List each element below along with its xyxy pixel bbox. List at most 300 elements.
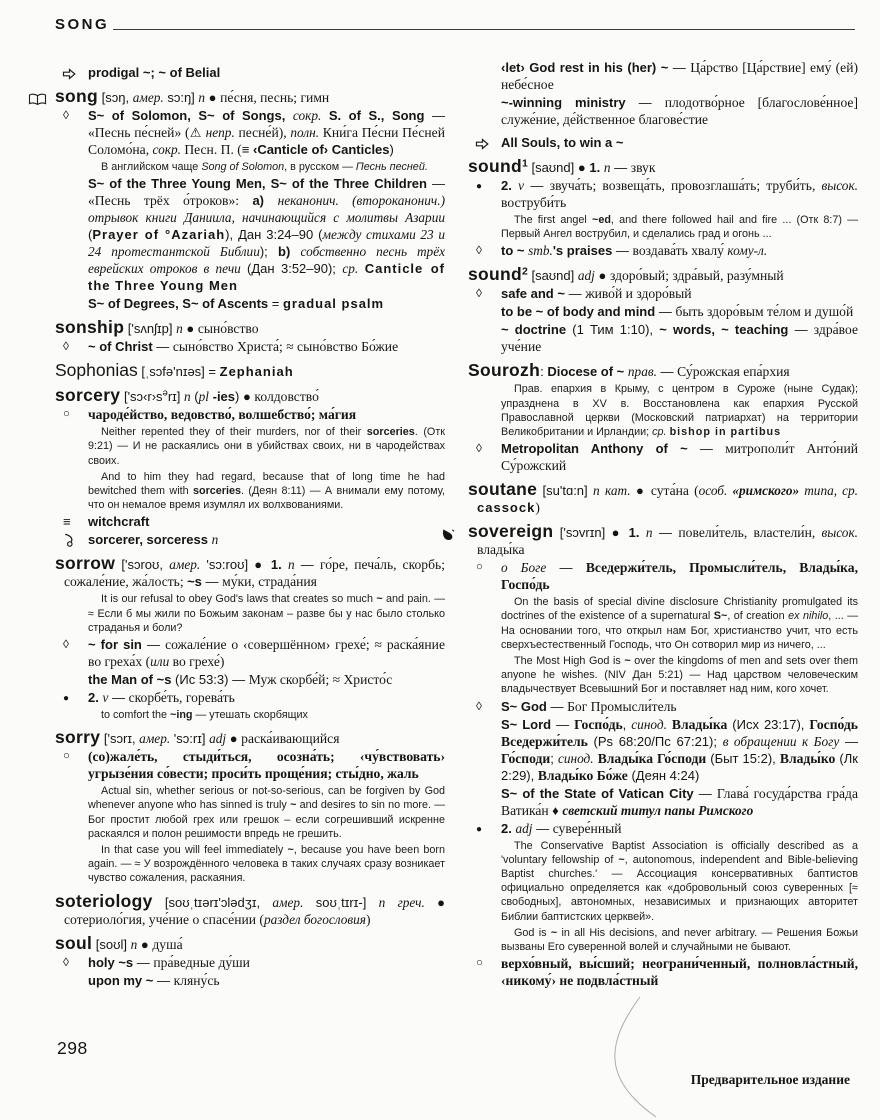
- entry-sourozh-headline: [468, 362, 858, 380]
- phrase-line: [468, 94, 858, 128]
- entry-sovereign-headline: [468, 523, 858, 558]
- text-run: witchcraft: [88, 514, 150, 530]
- phrase-diamond-icon: ◊: [476, 698, 482, 713]
- text-run: —: [612, 243, 633, 259]
- sense-line: [55, 689, 445, 706]
- text-run: soteriology: [55, 890, 153, 911]
- text-run: звуча́ть; возвеща́ть, провозглаша́ть; труби́ть,: [549, 178, 822, 193]
- text-run: ~: [290, 799, 297, 812]
- text-run: ex nihilo: [788, 610, 829, 623]
- text-run: 2.: [501, 178, 519, 193]
- text-run: —: [152, 339, 173, 355]
- text-run: [su'tɑ:n]: [537, 483, 593, 499]
- text-run: to comfort the: [101, 709, 171, 722]
- text-run: ●: [226, 731, 242, 747]
- text-run: —: [108, 690, 129, 706]
- text-run: —: [424, 108, 445, 123]
- text-run: [sɔŋ,: [98, 90, 133, 105]
- text-run: песне́й),: [234, 125, 291, 140]
- text-run: ср.: [342, 261, 359, 277]
- book-icon: [28, 91, 47, 108]
- text-run: (Деян 4:24): [627, 767, 700, 783]
- phrase-line: [468, 716, 858, 784]
- text-run: (Быт 15:2),: [706, 750, 780, 766]
- text-run: sorry: [55, 727, 101, 748]
- text-run: ~ for sin: [88, 637, 142, 653]
- text-run: S~ God: [501, 698, 547, 714]
- text-run: ): [389, 142, 394, 157]
- text-run: Влады́ко: [779, 750, 836, 766]
- text-run: кому-л.: [727, 243, 768, 259]
- derivative-hook-icon: [63, 531, 75, 548]
- text-run: n: [645, 525, 653, 541]
- text-run: And to him they had regard, because that of long time he had bewitched them with: [88, 470, 445, 498]
- text-run: sorceries: [192, 485, 242, 498]
- text-run: —: [524, 178, 550, 193]
- text-run: sɔ:ŋ]: [163, 90, 199, 105]
- phrase-diamond-icon: ◊: [476, 441, 482, 456]
- text-run: 1.: [270, 557, 288, 573]
- text-run: ●: [205, 90, 221, 105]
- text-run: All Souls, to win a ~: [501, 135, 624, 150]
- text-run: —: [294, 557, 320, 573]
- text-run: Prayer of °Azariah: [92, 227, 226, 243]
- text-run: сожале́ние о ‹совершённом› грехе́; ≈ раска́яние во греха́х (: [88, 637, 445, 670]
- text-run: n: [592, 483, 600, 499]
- gloss-line: [55, 406, 445, 423]
- phrase-line: [468, 285, 858, 302]
- text-run: ;: [550, 750, 558, 766]
- text-run: (Ps 68:20/Пс 67:21);: [587, 733, 723, 749]
- text-run: (Ис 53:3) —: [171, 672, 249, 688]
- text-run: —: [656, 364, 678, 380]
- phrase-diamond-icon: ◊: [476, 286, 482, 301]
- text-run: пра́ведные ду́ши: [153, 954, 250, 970]
- text-run: типа, ср.: [799, 483, 858, 499]
- text-run: n: [130, 936, 138, 952]
- text-run: —: [546, 698, 568, 714]
- entry-soteriology-headline: [55, 890, 445, 928]
- text-run: Ца́рство [Ца́рствие] ему́ (ей) небе́сное: [501, 60, 858, 92]
- text-run: во грехе́): [169, 654, 225, 670]
- derivative-line: [55, 531, 445, 548]
- text-run: adj: [209, 731, 227, 747]
- text-run: n: [287, 557, 295, 573]
- example-line: [55, 160, 445, 174]
- text-run: о Боге: [501, 560, 547, 576]
- text-run: 'sɔ:roʊ] ●: [200, 557, 271, 573]
- text-run: светский титул папы Римского: [562, 802, 754, 818]
- text-run: —: [687, 441, 726, 457]
- text-run: The Conservative Baptist Association is officially described as a 'voluntary fellowship of: [501, 839, 858, 866]
- text-run: —: [668, 60, 691, 75]
- text-run: over the kingdoms of men and sets over them anyone he wishes. (NIV Дан 5:21) — Над царством человеческим владычествует Всевышний Бог и поставляет над ним, кого хочет.: [501, 655, 858, 696]
- phrase-line: [468, 785, 858, 819]
- text-run: особ.: [698, 483, 733, 499]
- text-run: звук: [630, 160, 656, 175]
- text-run: S~ of Degrees, S~ of Ascents: [88, 296, 269, 312]
- text-run: амер.: [132, 90, 164, 105]
- text-run: in all His decisions, and never arbitrary. — Решения Божьи вызваны Его суверенной волей и случайными не бывают.: [501, 926, 858, 954]
- text-run: );: [259, 244, 279, 260]
- text-run: The Most High God is: [514, 655, 625, 668]
- page-number: 298: [57, 1038, 88, 1058]
- text-run: ~s: [187, 574, 202, 590]
- text-run: ~: [376, 593, 383, 606]
- phrase-line: [55, 175, 445, 294]
- text-run: ~ doctrine: [501, 322, 567, 338]
- text-run: [ˌsɔfə'nɪəs] =: [137, 364, 220, 380]
- text-run: ['sʌnʃɪp]: [124, 321, 177, 337]
- text-run: греч.: [397, 894, 425, 910]
- text-run: It is our refusal to obey God's laws that creates so much: [101, 593, 377, 606]
- text-run: Влады́ко Бо́же: [537, 767, 628, 783]
- text-run: soul: [55, 932, 93, 953]
- text-run: S~ of the State of Vatican City: [501, 785, 694, 801]
- text-run: между стихами 23 и 24 протестантской Библии: [88, 227, 445, 260]
- sense-dot-icon: ●: [63, 693, 70, 705]
- phrase-line: [468, 242, 858, 259]
- text-run: сыно́вство: [197, 321, 259, 337]
- text-run: v: [518, 178, 525, 193]
- phrase-line: [55, 295, 445, 312]
- text-run: «Песнь пе́сней» (: [88, 125, 190, 140]
- text-run: —: [839, 733, 858, 749]
- gloss-circle-icon: ○: [63, 750, 70, 763]
- text-run: Влады́ка: [671, 716, 728, 732]
- sense-line: [468, 177, 858, 211]
- text-run: [soʊl]: [92, 936, 131, 952]
- sense-dot-icon: ●: [476, 823, 483, 835]
- entry-soutane-headline: [468, 481, 858, 516]
- entry-sorry-headline: [55, 729, 445, 747]
- text-run: чароде́йство, ведовство́, волшебство́; ма́гия: [88, 407, 357, 423]
- text-run: кляну́сь: [173, 972, 220, 988]
- text-run: S~ Lord: [501, 716, 552, 732]
- phrase-line: [468, 59, 858, 93]
- text-run: —: [153, 972, 174, 988]
- text-run: ~ words, ~ teaching: [659, 322, 789, 338]
- example-line: [55, 592, 445, 635]
- text-run: синод.: [631, 716, 667, 732]
- text-run: 's praises: [552, 243, 613, 259]
- text-run: [385, 895, 397, 910]
- example-line: [468, 839, 858, 924]
- text-run: — утешать скорбящих: [192, 709, 308, 722]
- gloss-line: [468, 559, 858, 593]
- text-run: n: [198, 90, 206, 105]
- text-run: Госпо́дь: [574, 716, 623, 732]
- entry-sorcery-headline: [55, 387, 445, 405]
- text-run: неканонич. (второканонич.) отрывок книги Даниила, начинающийся с молитвы Азарии: [88, 193, 445, 226]
- text-run: полн.: [290, 125, 320, 140]
- text-run: —: [532, 820, 553, 836]
- text-run: ●: [424, 894, 445, 910]
- text-run: —: [133, 954, 154, 970]
- phrase-diamond-icon: ◊: [63, 637, 69, 652]
- text-run: cassock: [477, 500, 536, 516]
- text-run: sorrow: [55, 553, 116, 574]
- text-run: ~: [624, 655, 631, 668]
- text-run: му́ки, страда́ния: [222, 574, 317, 590]
- text-run: , of creation: [727, 610, 789, 623]
- text-run: В английском чаще: [101, 161, 202, 173]
- synonym-line: [55, 513, 445, 530]
- text-run: 1.: [628, 525, 646, 541]
- text-run: bishop in partibus: [669, 426, 782, 439]
- text-run: —: [655, 304, 676, 320]
- entry-sonship-headline: [55, 319, 445, 337]
- text-run: n: [184, 389, 191, 405]
- phrase-line: [55, 107, 445, 158]
- phrase-line: [468, 321, 858, 355]
- text-run: Sourozh: [468, 360, 541, 381]
- text-run: сокр.: [152, 142, 181, 157]
- text-run: —: [693, 785, 717, 801]
- text-run: [saʊnd] ●: [527, 160, 590, 175]
- text-run: Су́рожская епа́рхия: [677, 364, 790, 380]
- example-line: [55, 425, 445, 468]
- text-run: song: [55, 86, 99, 106]
- text-run: —: [788, 322, 814, 338]
- text-run: воструби́ть: [501, 195, 567, 210]
- text-run: b): [278, 244, 301, 260]
- text-run: smb.: [528, 243, 553, 259]
- text-run: and desires to sin no more. — Бог простит любой грех или грешок – если согрешивший искренне раскаялся и полон решимости впредь не грешить.: [88, 799, 445, 840]
- text-run: [saʊnd]: [527, 268, 578, 284]
- text-run: rɪ]: [167, 389, 185, 405]
- phrase-diamond-icon: ◊: [63, 954, 69, 969]
- text-run: adj: [577, 268, 595, 284]
- text-run: ≡: [241, 142, 253, 157]
- text-run: ⚠: [189, 125, 206, 140]
- text-run: здоро́вый; здра́вый, разу́мный: [609, 268, 784, 284]
- text-run: Diocese of ~: [547, 364, 628, 380]
- text-run: ) ●: [235, 389, 255, 405]
- phrase-line: [468, 303, 858, 320]
- text-run: upon my ~: [88, 972, 154, 988]
- text-run: скорбе́ть, горева́ть: [128, 690, 235, 706]
- synonym-equiv-icon: ≡: [63, 514, 71, 530]
- text-run: n: [176, 321, 183, 337]
- text-run: —: [551, 716, 575, 732]
- phrase-line: [55, 671, 445, 688]
- text-run: n: [378, 894, 386, 910]
- text-run: повели́тель, властели́н,: [678, 525, 822, 541]
- text-run: быть здоро́вым те́лом и душо́й: [675, 304, 854, 320]
- text-run: (Дан 3:52–90);: [247, 261, 343, 277]
- keyterm-drop-icon: [441, 526, 455, 543]
- text-run: S~ of Solomon, S~ of Songs,: [88, 108, 293, 123]
- text-run: Влады́ка Го́споди: [597, 750, 707, 766]
- text-run: ~ of Christ: [88, 339, 153, 355]
- text-run: n: [211, 532, 219, 548]
- text-run: —: [652, 525, 679, 541]
- phrase-diamond-icon: ◊: [476, 243, 482, 258]
- text-run: S~ of the Three Young Men, S~ of the Three Children: [88, 176, 427, 192]
- entry-soul-headline: [55, 932, 445, 953]
- text-run: ~ing: [170, 709, 193, 722]
- text-run: ['sɔrɪ,: [100, 731, 140, 747]
- entry-sophonias-headline: [55, 362, 445, 380]
- column-right: [468, 58, 858, 989]
- text-run: n: [603, 160, 611, 175]
- text-run: sorcery: [55, 385, 121, 406]
- example-line: [55, 784, 445, 841]
- text-run: сута́на (: [650, 483, 699, 499]
- text-run: Neither repented they of their murders, nor of their: [101, 426, 367, 439]
- example-line: [468, 382, 858, 439]
- entry-sound2-headline: [468, 266, 858, 284]
- text-run: здра́вое уче́ние: [501, 322, 858, 355]
- text-run: Глава́ госуда́рства гра́да Ватика́н: [501, 785, 858, 818]
- text-run: Муж скорбе́й; ≈ Христо́с: [248, 672, 393, 688]
- phrase-line: [55, 338, 445, 355]
- text-run: ‹let› God rest in his (her) ~: [501, 60, 669, 75]
- text-run: S. of S., Song: [321, 108, 425, 123]
- text-run: Госпо́дь Вседержи́тель: [501, 716, 858, 749]
- text-run: —: [564, 286, 586, 302]
- text-run: -ies: [212, 389, 236, 405]
- text-run: pl: [198, 389, 209, 405]
- text-run: Песнь песней.: [355, 161, 428, 173]
- text-run: 1: [522, 157, 528, 170]
- text-run: Прав. епархия в Крыму, с центром в Суроже (ныне Судак); упразднена в XV в. Восстановлена как епархия Русской Православной церкви (Московский патриархат) на территории Великобритании и Ирландии;: [501, 383, 858, 439]
- text-run: holy ~s: [88, 954, 134, 970]
- text-run: The first angel: [514, 214, 593, 226]
- text-run: ~: [550, 926, 558, 939]
- text-run: safe and ~: [501, 286, 565, 302]
- guide-word: SONG: [55, 16, 110, 33]
- text-run: prodigal ~; ~ of Belial: [88, 65, 221, 80]
- text-run: митрополи́т Анто́ний Су́рожский: [501, 441, 858, 474]
- text-run: to be ~ of body and mind: [501, 304, 656, 320]
- text-run: «Песнь трёх о́троков»:: [88, 193, 253, 209]
- text-run: раздел богословия: [263, 911, 366, 927]
- text-run: или: [150, 654, 170, 670]
- text-run: ●: [182, 321, 198, 337]
- cross-reference-line: [55, 64, 445, 81]
- text-run: —: [141, 637, 166, 653]
- example-line: [55, 843, 445, 886]
- text-run: ~ed: [592, 214, 611, 226]
- text-run: (Исх 23:17),: [727, 716, 810, 732]
- text-run: sonship: [55, 317, 125, 338]
- text-run: высок.: [821, 525, 858, 541]
- text-run: soʊˌtɪrɪ-]: [303, 894, 379, 910]
- text-run: ●: [630, 483, 651, 499]
- entry-sound1-headline: [468, 158, 858, 176]
- text-run: soutane: [468, 479, 538, 500]
- scan-artifact-curve: [588, 995, 698, 1120]
- text-run: в обращении к Богу: [722, 733, 840, 749]
- example-line: [468, 654, 858, 697]
- text-run: 2.: [88, 690, 103, 706]
- phrase-line: [55, 636, 445, 670]
- text-run: :: [540, 364, 548, 380]
- text-run: sorcerer, sorceress: [88, 532, 212, 548]
- gloss-line: [468, 955, 858, 989]
- text-run: влады́ка: [477, 542, 525, 558]
- text-run: (Лк 2:29),: [501, 750, 858, 783]
- text-run: сотериоло́гия, уче́ние о спасе́нии (: [64, 911, 264, 927]
- text-run: сувере́нный: [552, 820, 622, 836]
- text-run: Song of Solomon: [201, 161, 285, 173]
- text-run: ['sɔroʊ,: [115, 557, 170, 573]
- text-run: Actual sin, whether serious or not-so-serious, can be forgiven by God whenever anyone who has sinned is truly: [88, 785, 445, 812]
- text-run: God is: [514, 926, 551, 939]
- text-run: On the basis of special divine disclosure Christianity promulgated its doctrines of the existence of a supernatural: [501, 596, 858, 623]
- text-run: ): [535, 500, 540, 516]
- text-run: душа́: [152, 936, 183, 952]
- text-run: and pain. — ≈ Если б мы жили по Божьим законам – разве бы у нас было столько страданья и боли?: [88, 593, 445, 634]
- text-run: сокр.: [292, 108, 322, 123]
- text-run: (1 Тим 1:10),: [566, 322, 660, 338]
- text-run: 2: [522, 266, 528, 279]
- text-run: ): [365, 911, 371, 927]
- text-run: , because you have been born again. — ≈ У возрождённого человека в таких случаях сразу возникает чувство сожаления, раскаяния.: [88, 844, 445, 885]
- text-run: —: [625, 95, 665, 110]
- text-run: 'sɔ:rɪ]: [170, 731, 210, 747]
- example-line: [468, 213, 858, 241]
- phrase-diamond-icon: ◊: [63, 108, 69, 122]
- text-run: Sophonias: [55, 360, 138, 381]
- text-run: живо́й и здоро́вый: [585, 286, 692, 302]
- text-run: синод.: [557, 750, 594, 766]
- text-run: кат.: [604, 483, 631, 499]
- text-run: sound: [468, 264, 522, 285]
- text-run: Кни́га Пе́сни Пе́сней Соломо́на,: [88, 125, 445, 157]
- text-run: Го́споди: [501, 750, 551, 766]
- text-run: «римского»: [732, 483, 800, 499]
- text-run: the Man of ~s: [88, 672, 172, 688]
- text-run: ~-winning ministry: [501, 95, 626, 110]
- text-run: Вседержи́тель, Промысли́тель, Влады́ка, Госпо́дь: [501, 560, 858, 593]
- text-run: sound: [468, 156, 522, 176]
- text-run: , ... — На основании того, что открыл нам Бог, христианство учит, что есть сверхъестественный Господь, что Он сотворил мир из ничего, ...: [501, 610, 858, 651]
- text-run: gradual psalm: [282, 296, 385, 312]
- text-run: ə: [162, 387, 168, 399]
- text-run: —: [546, 560, 586, 576]
- phrase-line: [468, 440, 858, 474]
- text-run: , в русском —: [284, 161, 356, 173]
- page-header: [55, 16, 855, 34]
- text-run: Canticle of the Three Young Men: [88, 261, 445, 294]
- xref-arrow-icon: [62, 65, 76, 82]
- text-run: ['sɔvrɪn] ●: [553, 525, 629, 541]
- text-run: ,: [622, 716, 632, 732]
- text-run: высок.: [821, 178, 858, 193]
- gloss-circle-icon: ○: [476, 957, 483, 970]
- text-run: , autonomous, independent and Bible-believing Baptist churches.' — Ассоциация консервативных баптистов официально определяется как «добровольный союз суверенных [≈ свободных], автономных, независимых и признающих авторитет Библии баптистских церквей».: [501, 853, 858, 923]
- text-run: v: [102, 690, 109, 706]
- text-run: 2.: [501, 820, 516, 836]
- text-run: ['sɔ‹r›s: [120, 389, 163, 405]
- text-run: . (Отк 9:21) — И не раскаялись они в убийствах своих, ни в чародействах своих.: [88, 426, 445, 467]
- text-run: adj: [515, 820, 533, 836]
- text-run: Zephaniah: [219, 364, 294, 380]
- phrase-line: [55, 972, 445, 989]
- text-run: . (Деян 8:11) — А внимали ему потому, что он немалое время изумлял их волхвованиями.: [88, 485, 445, 512]
- text-run: sovereign: [468, 521, 554, 542]
- gloss-circle-icon: ○: [476, 561, 483, 574]
- gloss-line: [55, 748, 445, 782]
- text-run: to ~: [501, 243, 529, 259]
- text-run: In that case you will feel immediately: [101, 844, 288, 857]
- text-run: воздава́ть хвалу́: [632, 243, 728, 259]
- text-run: ), Дан 3:24–90 (: [225, 227, 323, 243]
- text-run: ●: [594, 268, 610, 284]
